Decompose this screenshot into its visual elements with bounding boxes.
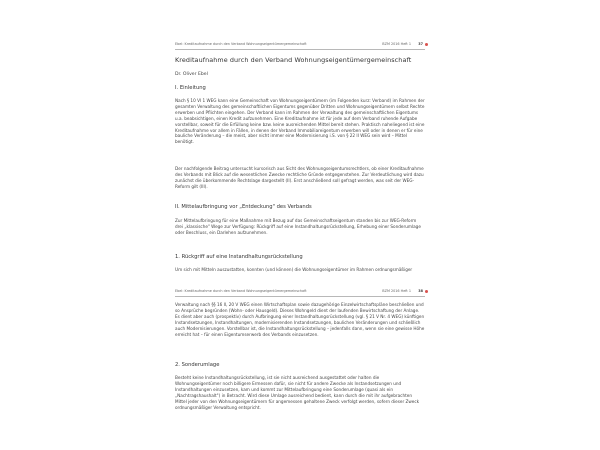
- section-heading-sonderumlage: 2. Sonderumlage: [175, 362, 220, 368]
- paragraph: [175, 166, 425, 190]
- page-number: 38: [418, 289, 423, 293]
- paragraph: [175, 375, 425, 410]
- paragraph-text: Um sich mit Mitteln auszustatten, konnten (und können) die Wohnungseigentümer im Rahmen ordnungsmäßiger: [175, 267, 413, 272]
- running-header-page-38: [175, 288, 425, 297]
- paragraph: [175, 267, 425, 273]
- paragraph-text: Besteht keine Instandhaltungsrückstellung, ist sie nicht ausreichend ausgestattet oder halten die Wohnungseigentümer noch billigere Ermessen dafür, sie nicht für andere Zwecke als Instandsetzungen und Instandhaltungen einzusetzen, kam und kommt zur Mittelaufbringung eine Sonderumlage (quasi als ein „Nachtragshaushalt") in Betracht. Wird diese Umlage ausreichend bedient, kann durch die mit ihr aufgebrachten Mittel jeder von den Wohnungseigentümern für angemessen gehaltene Zweck verfolgt werden, sofern dieser Zweck ordnungsmäßiger Verwaltung entspricht.: [175, 375, 420, 410]
- journal-issue: BZM 2016 Heft 1: [382, 42, 411, 46]
- paragraph-text: Verwaltung nach §§ 16 II, 20 V WEG einen Wirtschaftsplan sowie dazugehörige Einzelwirtschaftspläne beschließen und so Ansprüche begründen (Wohn- oder Hausgeld). Dieses Wohngeld dient der laufenden Bewirtschaftung der Anlage. Es dient aber auch (prospektiv) durch Aufbringung einer Instandhaltungsrückstellung (vgl. § 21 V Nr. 4 WEG) künftigen Instandsetzungen, Instandhaltungen, modernisierenden Instandsetzungen, baulichen Veränderungen und schließlich auch Modernisierungen. Vorstellbar ist, die Instandhaltungsrückstellung – jedenfalls dann, wenn sie eine gewisse Höhe erreicht hat – für einen Eigentumserwerb des Verbands einzusetzen.: [175, 302, 425, 337]
- document-title: Kreditaufnahme durch den Verband Wohnungseigentümergemeinschaft: [175, 56, 412, 64]
- paragraph: [175, 218, 425, 236]
- paragraph-text: Der nachfolgende Beitrag untersucht kursorisch aus Sicht des Wohnungseigentumsrechtlers, ob einer Kreditaufnahme des Verbands mit Blick auf die wesentlichen Zwecke rechtliche Gründe entgegenstehen. Zur Verdeutlichung wird dazu zunächst die überkommende Rechtslage dargestellt (II). Erst anschließend soll gefragt werden, was seit der WEG-Reform gilt (III).: [175, 166, 424, 189]
- running-header-text: Ebel: Kreditaufnahme durch den Verband Wohnungseigentümergemeinschaft: [175, 42, 307, 46]
- page-number: 37: [418, 42, 423, 46]
- journal-issue: BZM 2016 Heft 1: [382, 289, 411, 293]
- marker-dot-icon: [425, 43, 428, 46]
- running-header-text: Ebel: Kreditaufnahme durch den Verband Wohnungseigentümergemeinschaft: [175, 289, 307, 293]
- section-heading-rueckgriff: 1. Rückgriff auf eine Instandhaltungsrückstellung: [175, 254, 303, 260]
- paragraph: [175, 302, 425, 337]
- section-heading-mittelaufbringung: II. Mittelaufbringung vor „Entdeckung" des Verbands: [175, 204, 312, 210]
- paragraph-text: Zur Mittelaufbringung für eine Maßnahme mit Bezug auf das Gemeinschaftseigentum standen bis zur WEG-Reform drei „klassische" Wege zur Verfügung: Rückgriff auf eine Instandhaltungsrückstellung, Erhebung einer Sonderumlage oder Beschluss, ein Darlehen aufzunehmen.: [175, 218, 421, 235]
- paragraph-text: Nach § 10 VI 1 WEG kann eine Gemeinschaft von Wohnungseigentümern (im Folgenden kurz: Verband) im Rahmen der gesamten Verwaltung des gemeinschaftlichen Eigentums gegenüber Dritten und Wohnungseigentümern selbst Rechte erwerben und Pflichten eingehen. Der Verband kann im Rahmen der Verwaltung des gemeinschaftlichen Eigentums u.a. beabsichtigen, einen Kredit aufzunehmen. Eine Kreditaufnahme ist für jede auf dem Verband ruhende Aufgabe vorstellbar, soweit für die Erfüllung keine bzw. keine ausreichenden Mittel bereit stehen. Praktisch naheliegend ist eine Kreditaufnahme vor allem in Fällen, in denen der Verband Immobiliareigentum erwerben will oder in denen er für eine bauliche Veränderung – die meist, aber nicht immer eine Modernisierung i.S. von § 22 II WEG sein wird – Mittel benötigt.: [175, 98, 425, 145]
- paragraph: [175, 98, 425, 145]
- section-heading-einleitung: I. Einleitung: [175, 85, 206, 91]
- author: Dr. Oliver Ebel: [175, 72, 208, 77]
- running-header-page-37: [175, 41, 425, 50]
- marker-dot-icon: [425, 290, 428, 293]
